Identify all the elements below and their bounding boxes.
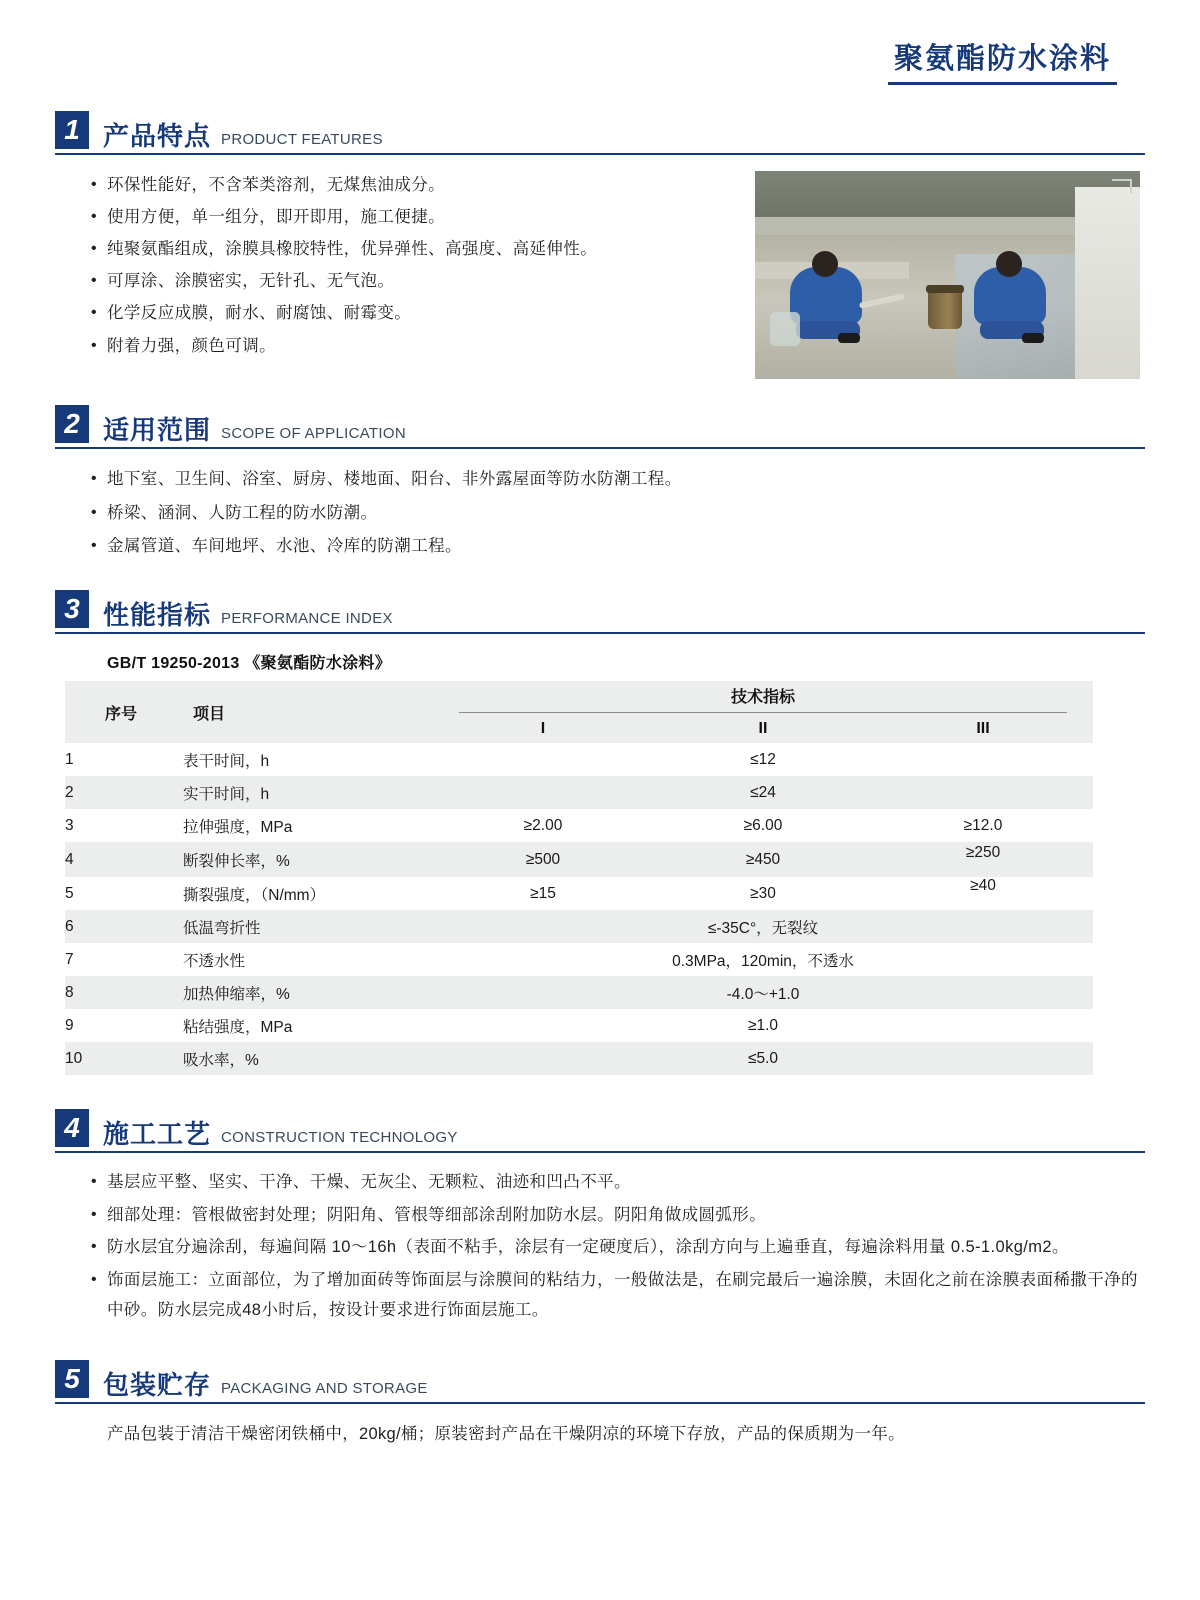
header-technical-index-label: 技术指标 [459,684,1066,713]
scope-list [55,463,1145,564]
section-number-badge: 2 [55,405,89,443]
worker-head [812,251,838,277]
table-row [65,809,1093,842]
standard-reference: GB/T 19250-2013 《聚氨酯防水涂料》 [107,655,392,673]
list-item: • 使用方便，单一组分，即开即用，施工便捷。 [107,201,755,233]
row-item: 断裂伸长率，% [183,842,433,877]
packaging-storage-text: 产品包装于清洁干燥密闭铁桶中，20kg/桶；原装密封产品在干燥阴凉的环境下存放，产品的保质期为一年。 [107,1424,905,1443]
section-title-cn: 产品特点 [103,120,212,151]
section-header [55,1109,1145,1150]
section-title-cn: 施工工艺 [103,1119,212,1150]
section-product-features [55,111,1145,379]
list-item: • 地下室、卫生间、浴室、厨房、楼地面、阳台、非外露屋面等防水防潮工程。 [107,463,1145,497]
row-item: 加热伸缩率，% [183,976,433,1009]
section-title-en: CONSTRUCTION TECHNOLOGY [221,1129,458,1147]
worker-right [974,267,1046,325]
worker-shoe [1022,333,1044,343]
photo-white-panel [1075,187,1140,378]
row-item: 实干时间，h [183,776,433,809]
section-number-badge: 5 [55,1360,89,1398]
header-grade-2: II [653,715,873,743]
section-header [55,111,1145,152]
row-item: 拉伸强度，MPa [183,818,293,836]
section-title-cn: 适用范围 [103,414,212,445]
table-row [65,943,1093,976]
row-item: 撕裂强度，（N/mm） [183,886,326,904]
row-no: 3 [65,816,74,834]
section-header [55,590,1145,631]
table-row [65,877,1093,910]
row-value-grade-1: ≥500 [433,842,653,877]
list-item: • 金属管道、车间地坪、水池、冷库的防潮工程。 [107,530,1145,564]
header-no: 序号 [65,681,183,743]
table-row [65,743,1093,776]
table-row [65,1042,1093,1075]
row-no: 8 [65,976,183,1009]
row-value-grade-1: ≥15 [530,884,556,902]
construction-steps-list [55,1167,1145,1326]
section-title-en: PACKAGING AND STORAGE [221,1379,428,1397]
list-item: • 细部处理：管根做密封处理；阴阳角、管根等细部涂刮附加防水层。阴阳角做成圆弧形。 [107,1200,1145,1231]
row-item: 吸水率，% [183,1042,433,1075]
list-item: • 基层应平整、坚实、干净、干燥、无灰尘、无颗粒、油迹和凹凸不平。 [107,1167,1145,1198]
list-item: • 桥梁、涵洞、人防工程的防水防潮。 [107,497,1145,531]
header-item: 项目 [183,681,433,743]
table-row [65,1009,1093,1042]
row-no: 7 [65,950,74,968]
row-value-grade-2: ≥450 [653,842,873,877]
row-item: 不透水性 [183,952,246,970]
section-title-en: PERFORMANCE INDEX [221,610,393,628]
row-no: 9 [65,1016,74,1034]
product-features-list [55,169,755,362]
row-item: 粘结强度，MPa [183,1018,293,1036]
list-item: • 饰面层施工：立面部位，为了增加面砖等饰面层与涂膜间的粘结力，一般做法是，在刷完最后一遍涂膜，未固化之前在涂膜表面稀撒干净的中砂。防水层完成48小时后，按设计要求进行饰面层施工。 [107,1265,1145,1326]
row-value: ≤24 [433,776,1093,809]
row-value: ≤12 [750,750,776,768]
row-value: -4.0～+1.0 [433,976,1093,1009]
section-title-en: PRODUCT FEATURES [221,130,383,148]
construction-photo [755,171,1140,379]
table-row [65,910,1093,943]
section-title-cn: 性能指标 [103,600,212,631]
section-divider [55,1402,1145,1404]
photo-corner-marker [1112,179,1132,193]
section-packaging-and-storage [55,1360,1145,1444]
section-title-en: SCOPE OF APPLICATION [221,424,406,442]
row-value-grade-2: ≥6.00 [743,816,783,834]
section-header [55,405,1145,446]
row-no: 5 [65,884,74,902]
section-title-cn: 包装贮存 [103,1369,212,1400]
page-title: 聚氨酯防水涂料 [888,42,1117,85]
row-item: 低温弯折性 [183,910,433,943]
row-no: 1 [65,750,74,768]
row-value: ≥1.0 [747,1016,779,1034]
row-value-grade-2: ≥30 [750,884,776,902]
row-value-grade-3: ≥250 [873,842,1093,877]
row-no: 4 [65,842,183,877]
document-title-area [55,0,1145,85]
list-item: • 附着力强，颜色可调。 [107,330,755,362]
worker-head [996,251,1022,277]
worker-left [790,267,862,325]
list-item: • 纯聚氨酯组成，涂膜具橡胶特性，优异弹性、高强度、高延伸性。 [107,233,755,265]
row-no: 6 [65,910,183,943]
list-item: • 化学反应成膜，耐水、耐腐蚀、耐霉变。 [107,297,755,329]
section-divider [55,632,1145,634]
row-value: 0.3MPa，120min，不透水 [672,952,854,970]
section-header [55,1360,1145,1401]
header-grade-3: III [873,715,1093,743]
section-number-badge: 3 [55,590,89,628]
row-item: 表干时间，h [183,752,270,770]
row-value: ≤-35C°，无裂纹 [433,910,1093,943]
section-divider [55,447,1145,449]
table-row [65,842,1093,877]
row-value-grade-1: ≥2.00 [523,816,563,834]
performance-index-table [65,681,1093,1075]
section-scope-of-application [55,405,1145,564]
row-no: 10 [65,1042,183,1075]
row-value: ≤5.0 [433,1042,1093,1075]
section-number-badge: 1 [55,111,89,149]
table-header-row [65,681,1093,715]
paint-bucket [928,289,962,329]
section-number-badge: 4 [55,1109,89,1147]
list-item: • 环保性能好，不含苯类溶剂，无煤焦油成分。 [107,169,755,201]
section-construction-technology [55,1109,1145,1326]
row-value-grade-3: ≥12.0 [963,816,1003,834]
row-value-grade-3: ≥40 [970,877,996,895]
table-row [65,976,1093,1009]
section-divider [55,1151,1145,1153]
header-technical-index [433,681,1093,715]
row-no: 2 [65,776,183,809]
header-grade-1: I [433,715,653,743]
table-row [65,776,1093,809]
water-jug [770,312,800,346]
worker-shoe [838,333,860,343]
section-performance-index [55,590,1145,1075]
list-item: • 防水层宜分遍涂刮，每遍间隔 10～16h（表面不粘手，涂层有一定硬度后），涂刮方向与上遍垂直，每遍涂料用量 0.5-1.0kg/m2。 [107,1232,1145,1263]
list-item: • 可厚涂、涂膜密实，无针孔、无气泡。 [107,265,755,297]
